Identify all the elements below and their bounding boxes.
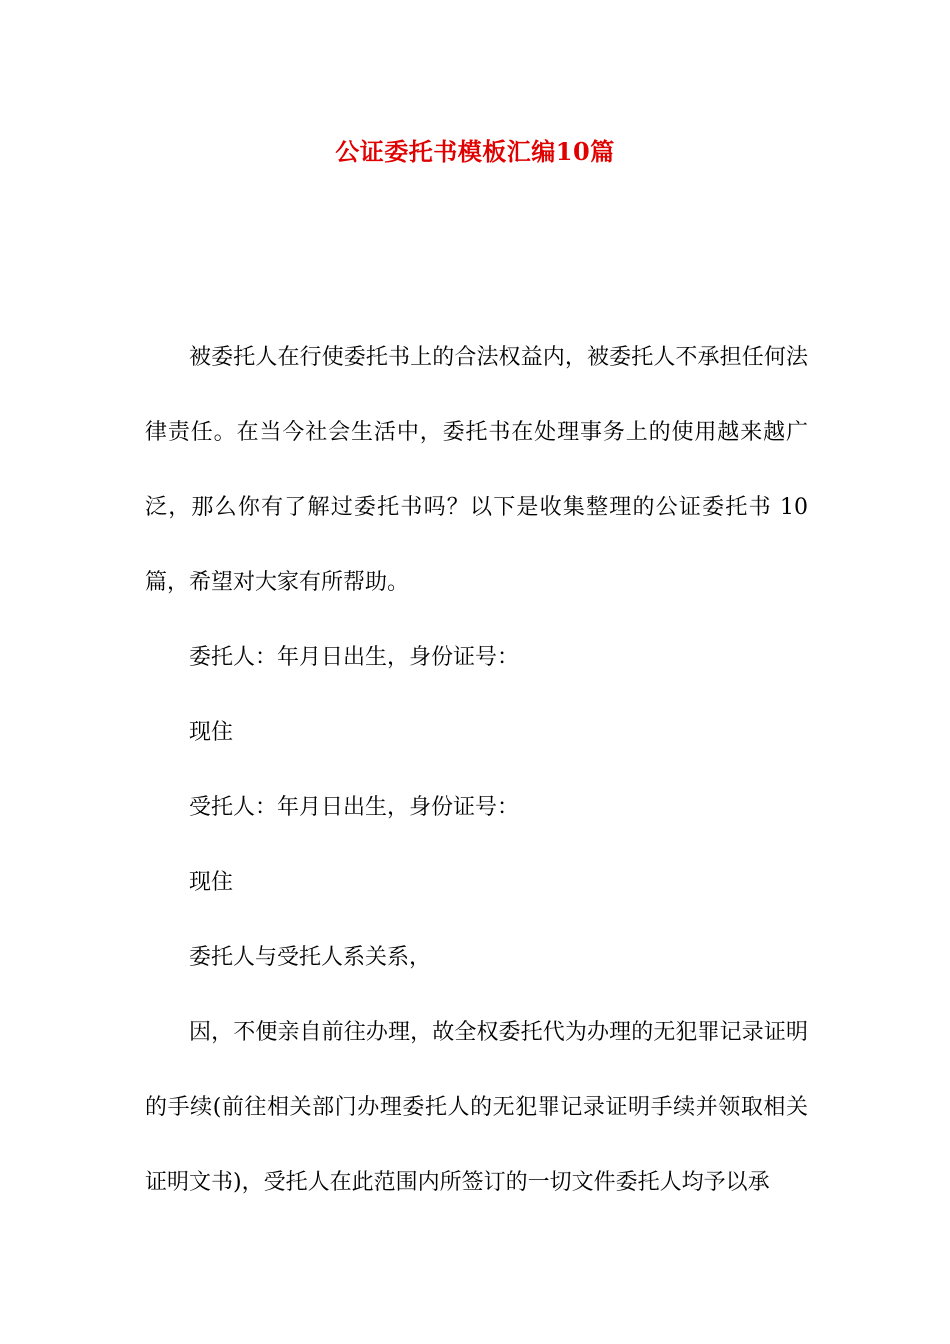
intro-paragraph: 被委托人在行使委托书上的合法权益内，被委托人不承担任何法律责任。在当今社会生活中，委托书在处理事务上的使用越来越广泛，那么你有了解过委托书吗？以下是收集整理的公证委托书 10篇，希望对大家有所帮助。 (145, 345, 808, 595)
principal-address-line: 现住 (189, 720, 234, 745)
principal-line: 委托人：年月日出生，身份证号： (189, 645, 520, 670)
document-title: 公证委托书模板汇编10篇 (335, 137, 615, 166)
agent-address-line: 现住 (189, 870, 234, 895)
authorization-paragraph: 因，不便亲自前往办理，故全权委托代为办理的无犯罪记录证明的手续(前往相关部门办理委托人的无犯罪记录证明手续并领取相关证明文书)，受托人在此范围内所签订的一切文件委托人均予以承 (145, 1020, 808, 1195)
relationship-line: 委托人与受托人系关系， (189, 945, 432, 970)
document-body (145, 320, 808, 1220)
agent-line: 受托人：年月日出生，身份证号： (189, 795, 520, 820)
